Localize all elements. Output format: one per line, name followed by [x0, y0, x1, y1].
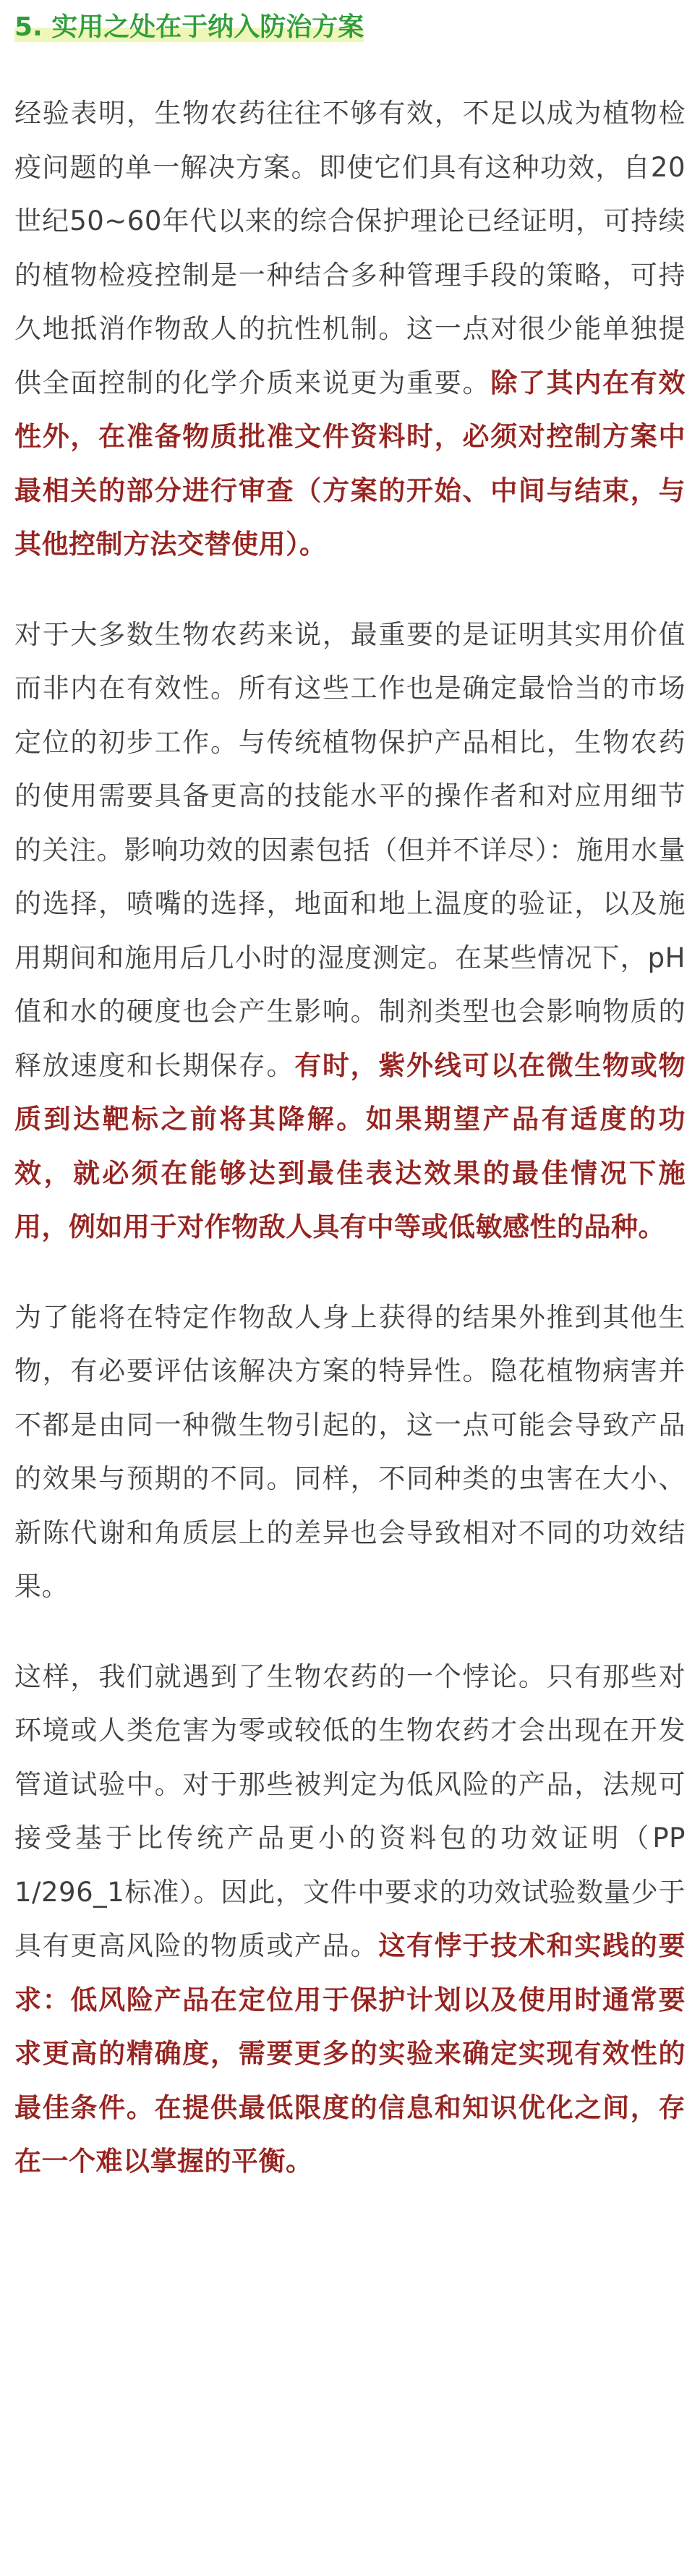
paragraph-2-text: 对于大多数生物农药来说，最重要的是证明其实用价值而非内在有效性。所有这些工作也是确定最恰当的市场定位的初步工作。与传统植物保护产品相比，生物农药的使用需要具备更高的技能水平的操作者和对应用细节的关注。影响功效的因素包括（但并不详尽）：施用水量的选择，喷嘴的选择，地面和地上温度的验证，以及施用期间和施用后几小时的湿度测定。在某些情况下，pH值和水的硬度也会产生影响。制剂类型也会影响物质的释放速度和长期保存。 — [14, 618, 686, 1081]
section-heading-text: 5. 实用之处在于纳入防治方案 — [14, 12, 364, 42]
paragraph-2 — [14, 608, 686, 1255]
paragraph-3 — [14, 1291, 686, 1614]
paragraph-4 — [14, 1650, 686, 2189]
section-heading — [14, 0, 686, 45]
paragraph-4-text: 这样，我们就遇到了生物农药的一个悖论。只有那些对环境或人类危害为零或较低的生物农药才会出现在开发管道试验中。对于那些被判定为低风险的产品，法规可接受基于比传统产品更小的资料包的功效证明（PP 1/296_1标准）。因此，文件中要求的功效试验数量少于具有更高风险的物质或产品。 — [14, 1660, 686, 1961]
paragraph-1-emphasis: 除了其内在有效性外，在准备物质批准文件资料时，必须对控制方案中最相关的部分进行审查（方案的开始、中间与结束，与其他控制方法交替使用）。 — [14, 367, 686, 560]
paragraph-4-emphasis: 这有悖于技术和实践的要求：低风险产品在定位用于保护计划以及使用时通常要求更高的精确度，需要更多的实验来确定实现有效性的最佳条件。在提供最低限度的信息和知识优化之间，存在一个难以掌握的平衡。 — [14, 1930, 686, 2177]
paragraph-3-text: 为了能将在特定作物敌人身上获得的结果外推到其他生物，有必要评估该解决方案的特异性。隐花植物病害并不都是由同一种微生物引起的，这一点可能会导致产品的效果与预期的不同。同样，不同种类的虫害在大小、新陈代谢和角质层上的差异也会导致相对不同的功效结果。 — [14, 1301, 686, 1602]
paragraph-2-emphasis: 有时，紫外线可以在微生物或物质到达靶标之前将其降解。如果期望产品有适度的功效，就必须在能够达到最佳表达效果的最佳情况下施用，例如用于对作物敌人具有中等或低敏感性的品种。 — [14, 1049, 686, 1242]
paragraph-1-text: 经验表明，生物农药往往不够有效，不足以成为植物检疫问题的单一解决方案。即使它们具有这种功效，自20世纪50~60年代以来的综合保护理论已经证明，可持续的植物检疫控制是一种结合多种管理手段的策略，可持久地抵消作物敌人的抗性机制。这一点对很少能单独提供全面控制的化学介质来说更为重要。 — [14, 98, 686, 398]
paragraph-1 — [14, 87, 686, 572]
